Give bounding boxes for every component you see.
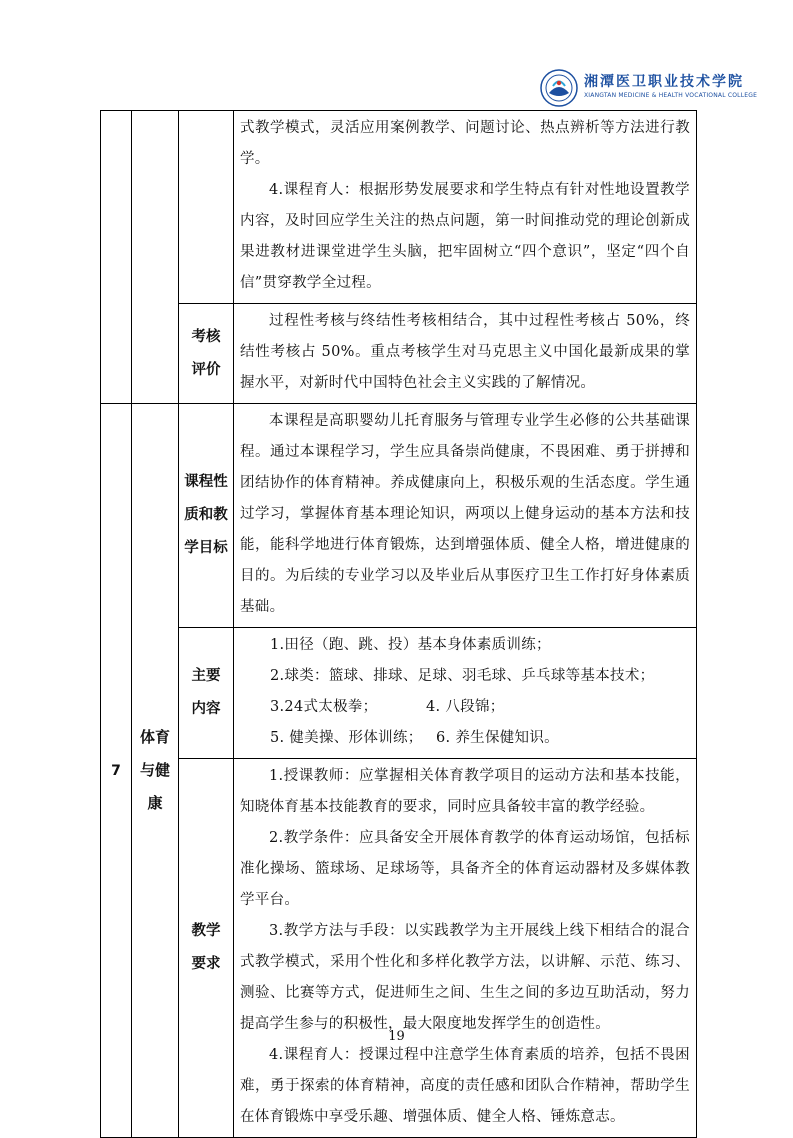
list-item: 2.球类：篮球、排球、足球、羽毛球、乒乓球等基本技术；	[270, 668, 655, 684]
requirement-item: 4.课程育人：授课过程中注意学生体育素质的培养，包括不畏困难，勇于探索的体育精神，高度的责任感和团队合作精神，帮助学生在体育锻炼中享受乐趣、增强体质、健全人格、锤炼意志。	[240, 1047, 690, 1125]
list-item: 4. 八段锦；	[426, 699, 505, 715]
assessment-content	[234, 304, 697, 404]
nature-text: 本课程是高职婴幼儿托育服务与管理专业学生必修的公共基础课程。通过本课程学习，学生应具备崇尚健康，不畏困难、勇于拼搏和团结协作的体育精神。养成健康向上，积极乐观的生活态度。学生通过学习，掌握体育基本理论知识，两项以上健身运动的基本方法和技能，能科学地进行体育锻炼，达到增强体质、健全人格，增进健康的目的。为后续的专业学习以及毕业后从事医疗卫生工作打好身体素质基础。	[240, 413, 690, 615]
nature-label: 课程性 质和教 学目标	[179, 404, 234, 628]
course-name: 体育 与健 康	[132, 404, 179, 1138]
requirements-text-item-4: 4.课程育人：根据形势发展要求和学生特点有针对性地设置教学内容，及时回应学生关注的热点问题，第一时间推动党的理论创新成果进教材进课堂进学生头脑，把牢固树立“四个意识”，坚定“四个自信”贯穿教学全过程。	[240, 182, 690, 291]
prev-course-cell	[132, 111, 179, 404]
college-name-cn: 湘潭医卫职业技术学院	[584, 74, 744, 90]
assessment-label: 考核 评价	[179, 304, 234, 404]
list-item: 5. 健美操、形体训练；	[270, 730, 423, 746]
college-name-en: XIANGTAN MEDICINE & HEALTH VOCATIONAL COLLEGE	[584, 92, 758, 99]
curriculum-table	[100, 110, 697, 1138]
course7-content-row	[101, 628, 697, 759]
list-item-pair	[240, 692, 690, 723]
course7-nature-row	[101, 404, 697, 628]
prev-requirements-content	[234, 111, 697, 304]
list-item-pair	[240, 723, 690, 754]
requirement-item: 3.教学方法与手段：以实践教学为主开展线上线下相结合的混合式教学模式，采用个性化和多样化教学方法，以讲解、示范、练习、测验、比赛等方式，促进师生之间、生生之间的多边互助活动，努力提高学生参与的积极性，最大限度地发挥学生的创造性。	[240, 923, 690, 1032]
college-logo	[540, 69, 758, 109]
list-item: 3.24式太极拳；	[270, 699, 378, 715]
requirements-label: 教学 要求	[179, 759, 234, 1138]
nature-content	[234, 404, 697, 628]
page-number: 19	[388, 1029, 405, 1044]
requirement-item: 1.授课教师：应掌握相关体育教学项目的运动方法和基本技能，知晓体育基本技能教育的要求，同时应具备较丰富的教学经验。	[240, 768, 690, 815]
assessment-text: 过程性考核与终结性考核相结合，其中过程性考核占 50%，终结性考核占 50%。重点考核学生对马克思主义中国化最新成果的掌握水平，对新时代中国特色社会主义实践的了解情况。	[240, 313, 690, 391]
course-number: 7	[101, 404, 132, 1138]
requirements-text-tail: 式教学模式，灵活应用案例教学、问题讨论、热点辨析等方法进行教学。	[240, 120, 690, 167]
college-logo-icon	[540, 69, 578, 107]
list-item: 6. 养生保健知识。	[436, 730, 559, 746]
main-content-label: 主要 内容	[179, 628, 234, 759]
requirement-item: 2.教学条件：应具备安全开展体育教学的体育运动场馆，包括标准化操场、篮球场、足球场等，具备齐全的体育运动器材及多媒体教学平台。	[240, 830, 690, 908]
prev-number-cell	[101, 111, 132, 404]
continued-requirements-row	[101, 111, 697, 304]
assessment-row	[101, 304, 697, 404]
main-content-list	[234, 628, 697, 759]
list-item: 1.田径（跑、跳、投）基本身体素质训练；	[270, 637, 551, 653]
course7-requirements-row	[101, 759, 697, 1138]
requirements-content	[234, 759, 697, 1138]
prev-requirements-label-cell	[179, 111, 234, 304]
